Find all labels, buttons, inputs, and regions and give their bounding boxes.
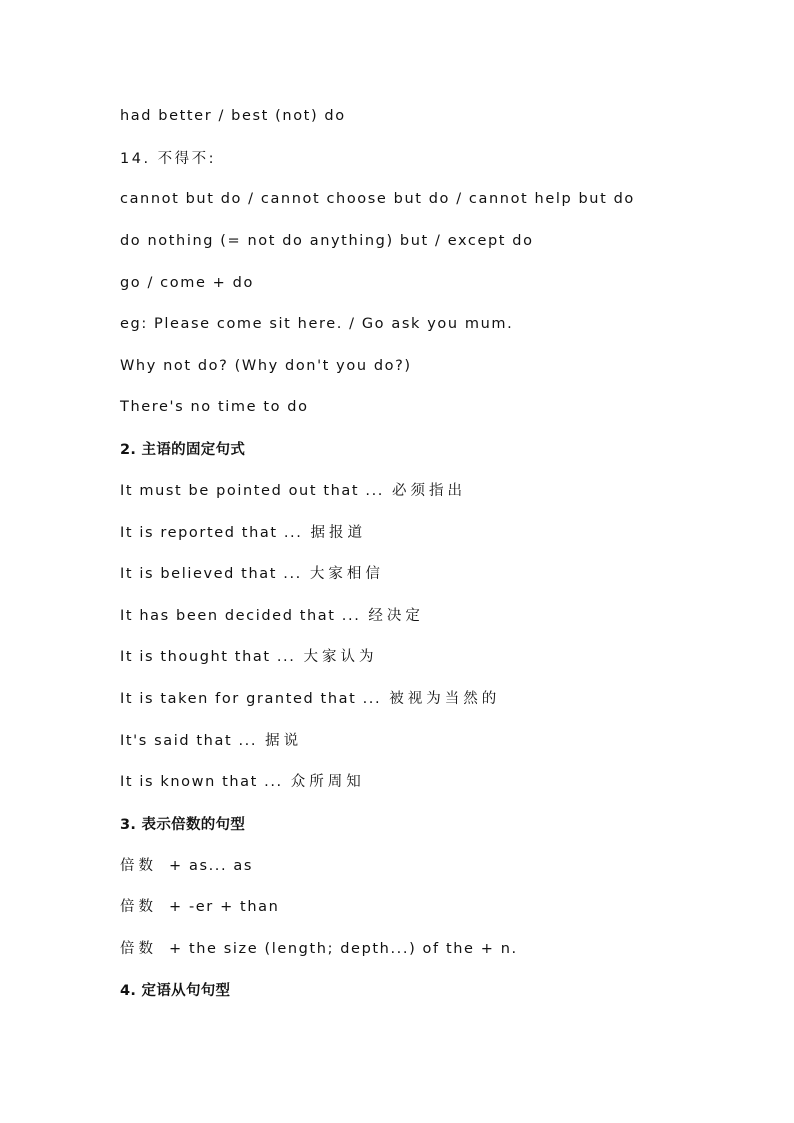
pattern-chinese: 经决定 [368, 608, 424, 624]
subject-pattern-item [120, 564, 384, 584]
item-heading-14: 14. 不得不: [120, 151, 217, 167]
subject-pattern-item [120, 523, 366, 543]
pattern-chinese: 倍数 [120, 858, 157, 874]
pattern-chinese: 大家认为 [303, 649, 378, 665]
subject-pattern-item [120, 606, 424, 626]
pattern-english: It is believed that ... [120, 566, 302, 582]
text-line-do-nothing: do nothing (= not do anything) but / except do [120, 233, 534, 249]
pattern-chinese: 众所周知 [290, 774, 365, 790]
pattern-english: It's said that ... [120, 733, 258, 749]
text-line-cannot-but: cannot but do / cannot choose but do / cannot help but do [120, 191, 635, 207]
pattern-english: It is reported that ... [120, 525, 303, 541]
text-line-go-come: go / come + do [120, 275, 254, 291]
subject-pattern-item [120, 731, 302, 751]
subject-pattern-item [120, 647, 377, 667]
multiple-pattern-item [120, 856, 253, 876]
subject-pattern-item [120, 772, 365, 792]
pattern-english: + the size (length; depth...) of the + n. [169, 941, 518, 957]
multiple-pattern-item [120, 939, 518, 959]
multiple-pattern-item [120, 897, 279, 917]
pattern-english: It is thought that ... [120, 649, 296, 665]
pattern-chinese: 必须指出 [392, 483, 467, 499]
text-line-example: eg: Please come sit here. / Go ask you mum. [120, 316, 514, 332]
text-line-no-time: There's no time to do [120, 399, 309, 415]
subject-pattern-item [120, 689, 500, 709]
section-heading-4: 4. 定语从句句型 [120, 983, 231, 999]
pattern-english: + as... as [169, 858, 254, 874]
pattern-chinese: 被视为当然的 [389, 691, 501, 707]
text-line-had-better: had better / best (not) do [120, 108, 346, 124]
pattern-chinese: 大家相信 [309, 566, 384, 582]
pattern-english: It has been decided that ... [120, 608, 361, 624]
text-line-why-not: Why not do? (Why don't you do?) [120, 358, 412, 374]
pattern-chinese: 倍数 [120, 899, 157, 915]
pattern-chinese: 倍数 [120, 941, 157, 957]
pattern-chinese: 据报道 [310, 525, 366, 541]
subject-pattern-item [120, 481, 466, 501]
pattern-english: It must be pointed out that ... [120, 483, 385, 499]
section-heading-3: 3. 表示倍数的句型 [120, 817, 246, 833]
pattern-chinese: 据说 [265, 733, 303, 749]
pattern-english: It is taken for granted that ... [120, 691, 382, 707]
pattern-english: It is known that ... [120, 774, 283, 790]
pattern-english: + -er + than [169, 899, 280, 915]
section-heading-2: 2. 主语的固定句式 [120, 442, 246, 458]
